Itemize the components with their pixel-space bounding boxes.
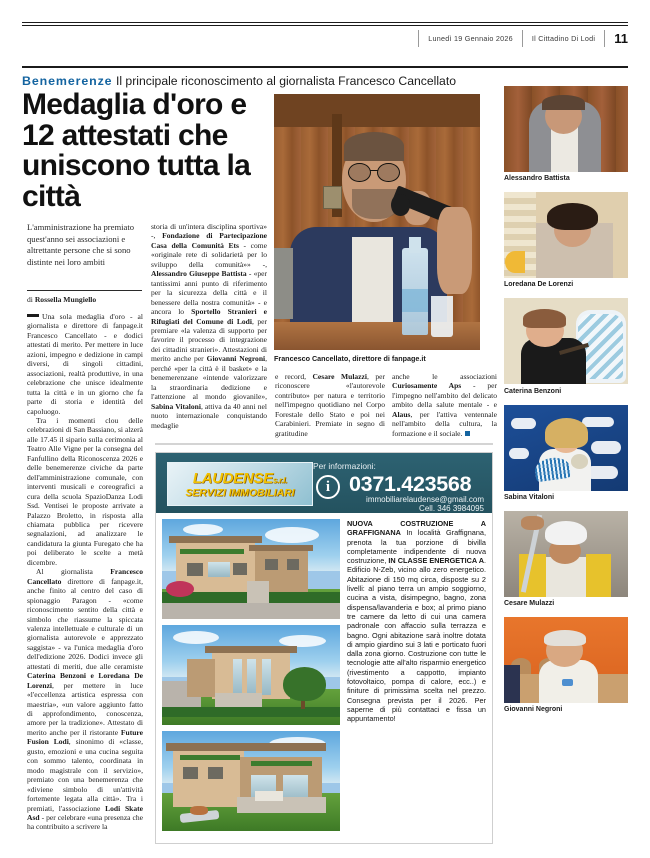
col2-a: storia di un'intera disciplina sportiva» -,: [151, 222, 267, 241]
kicker-subtitle: Il principale riconoscimento al giornalista Francesco Cancellato: [115, 74, 456, 88]
col1-p3-f: Future Fusion Lodi: [27, 727, 143, 747]
portrait-item: [504, 298, 628, 395]
portrait-item: [504, 86, 628, 183]
portrait-photo-giovanni-negroni: [504, 617, 628, 703]
col1-p3-g: , sinonimo di «classe, gusto, emozioni e una cucina seguita con sommo talento, coordinata in modo magistrale con il servizio», premiato con una benemerenza che «diviene simbolo di un'attività fortemente legata alla città». Tra i premiati, l'associazione: [27, 737, 143, 813]
col2-i: , perché «per la città è il basket» e la benemerenzane «intende valorizzare la straordinaria dedizione e l'attenzione al mondo giovanile»,: [151, 354, 267, 402]
byline-rule: [27, 290, 142, 291]
col4-a: anche le associazioni: [392, 372, 497, 381]
article-column-3: [275, 372, 385, 438]
article-column-2: [151, 222, 267, 430]
col3-a: e record,: [275, 372, 313, 381]
col1-p3-c: direttore di fanpage.it, anche finito al centro del caso di spionaggio Paragon - «come riconoscimento sentito della città e simbolo che riassume la spiccata valenza intellettuale e culturale di un giornalista autorevole e apprezzato saggista» - va l'unica medaglia d'oro dell'edizione 2026. Dodici invece gli attestati di meriti, due alle ceramiste: [27, 576, 143, 671]
portrait-caption: Sabina Vitaloni: [504, 493, 555, 501]
col1-p3-b: Francesco Cancellato: [27, 567, 143, 586]
ad-email[interactable]: immobiliarelaudense@gmail.com: [366, 495, 484, 504]
page-title: Medaglia d'oro e 12 attestati che uniscono tutta la città: [22, 88, 251, 213]
portrait-photo-loredana-de-lorenzi: [504, 192, 628, 278]
masthead: [22, 22, 628, 48]
col2-c: - come «originale rete di solidarietà per lo sviluppo della comunità»» -,: [151, 240, 267, 269]
portrait-photo-sabina-vitaloni: [504, 405, 628, 491]
col2-f: Sportello Stranieri e Rifugiati del Comune di Lodi: [151, 307, 267, 326]
ad-desc-headline: NUOVA COSTRUZIONE A GRAFFIGNANA: [347, 519, 486, 538]
byline-author: Rossella Mungiello: [34, 295, 97, 304]
kicker-label: Benemerenze: [22, 74, 113, 88]
masthead-publication: Il Cittadino Di Lodi: [522, 30, 604, 47]
col2-b: Fondazione di Partecipazione Casa della Comunità Ets: [151, 231, 267, 250]
article-kicker: [22, 74, 456, 88]
ad-logo-suffix: s.r.l.: [272, 475, 288, 485]
ad-header: [156, 453, 492, 513]
paragraph-marker: [27, 314, 39, 317]
main-photo-caption: Francesco Cancellato, direttore di fanpage.it: [274, 354, 426, 363]
masthead-meta: [418, 30, 628, 47]
col2-h: Giovanni Negroni: [206, 354, 266, 364]
ad-body: [156, 513, 492, 843]
ad-description: [347, 519, 486, 837]
ad-desc-b: In località Graffignana, prenota la tua porzione di bivilla completamente indipendente di nuova costruzione,: [347, 528, 486, 566]
ad-info-label: Per informazioni:: [313, 461, 376, 471]
ad-mobile[interactable]: Cell. 346 3984095: [419, 504, 484, 513]
advertisement-laudense[interactable]: [155, 452, 493, 844]
portrait-item: [504, 617, 628, 714]
col2-d: Alessandro Giuseppe Battista: [151, 269, 247, 279]
col4-b: Curiosamente Aps: [392, 381, 462, 391]
col1-p3-e: , per mettere in luce «l'eccellenza artistica espressa con maestria», «un valore aggiunto fatto di approfondimento, conoscenza, amore per la tradizione». Attestato di merito anche per il ristorante: [27, 680, 143, 737]
ad-render-photo-1: [162, 519, 340, 619]
portrait-rail: [504, 86, 628, 723]
article-standfirst: L'amministrazione ha premiato quest'anno sei associazioni e altrettante persone che si sono distinte nei loro ambiti: [27, 222, 135, 267]
col4-d: Alaus: [392, 409, 411, 419]
col1-p3-d: Caterina Benzoni e Loredana De Lorenzi: [27, 671, 143, 690]
col2-e: - «per tantissimi anni punto di riferimento per la sicurezza della città e il benessere della nostra comunità» - e ancora lo: [151, 269, 267, 317]
col4-c: - per l'impegno nell'ambito del delicato ambito della salute mentale - e: [392, 381, 497, 410]
portrait-item: [504, 405, 628, 502]
portrait-photo-cesare-mulazzi: [504, 511, 628, 597]
col1-paragraph-1: Una sola medaglia d'oro - al giornalista e direttore di fanpage.it Francesco Cancellato - e dodici attestati di merito. Per mettere in luce azioni, impegno e dedizione in campi diversi, di singoli cittadini, associazioni, realtà produttive, in una celebrazione che unisce idealmente tutta la città e in un giorno che fa parte di storia e identità del capoluogo.: [27, 312, 143, 416]
byline: [27, 295, 145, 304]
ad-divider: [155, 443, 493, 445]
ad-logo-line2: SERVIZI IMMOBILIARI: [185, 487, 295, 499]
ad-logo: [167, 462, 313, 506]
portrait-caption: Caterina Benzoni: [504, 387, 562, 395]
col3-c: , per riconoscere «l'autorevole contributo» per natura e territorio nell'impegno quotidiano nel Corpo Forestale dello Stato e poi nei Carabinieri. Premiate in segno di gratitudine: [275, 372, 385, 438]
ad-desc-d: . Edificio N-Zeb, vicino allo zero energetico. Abitazione di 150 mq circa, disposte su 2 livelli: al piano terra un ampio soggiorno, cucina a vista, disimpegno, bagno, zona dispensa/lavanderia e box; al primo piano tre camere da letto di cui una camera padronale con affaccio sulla terrazza e bagno. Ogni abitazione sarà inoltre dotata di ampio giardino sui 3 lati e porticato fuori dalla zona giorno. Costruzione con tutte le tecnologie atte all'alto risparmio energetico (rivestimento a cappotto, impianto fotovoltaico, pompa di calore, ecc..) e finiture di primissima scelta nel prezzo. Consegna prevista per il 2026. Per saperne di più contattaci e fissa un appuntamento!: [347, 556, 487, 724]
col1-p3-a: Al giornalista: [36, 567, 111, 577]
portrait-item: [504, 511, 628, 608]
ad-photo-gallery: [162, 519, 340, 837]
portrait-item: [504, 192, 628, 289]
col1-p3-i: - per celebrare «una presenza che ha contribuito a scrivere la: [27, 813, 143, 832]
ad-render-photo-3: [162, 731, 340, 831]
portrait-caption: Cesare Mulazzi: [504, 599, 555, 607]
masthead-rules: [22, 22, 628, 27]
end-of-article-marker: [465, 431, 470, 436]
article-column-4: [392, 372, 497, 438]
ad-desc-energy-class: IN CLASSE ENERGETICA A: [388, 556, 484, 566]
article-column-1: [27, 312, 143, 832]
info-icon: i: [316, 475, 340, 499]
portrait-caption: Loredana De Lorenzi: [504, 281, 574, 289]
portrait-caption: Alessandro Battista: [504, 175, 570, 183]
portrait-photo-caterina-benzoni: [504, 298, 628, 384]
col1-paragraph-2: Tra i momenti clou delle celebrazioni di San Bassiano, si alzerà alle 17.45 il sipario sulla cerimonia al Teatro Alle Vigne per la consegna del Fanfullino della Riconoscenza 2026 e delle benemerenze civiche da parte dell'amministrazione comunale, con interventi musicali e coreografici a cura della scuola SpazioDanza Lodi Ssd. Ventisei le proposte arrivate a Palazzo Broletto, in risposta alla chiamata pubblica per ricevere segnalazioni, ad analizzare le candidatura la giunta Furegato che ha poi deliberato le scelte a metà dicembre.: [27, 415, 143, 567]
col4-e: , per l'attiva ventennale nell'ambito della cultura, la formazione e il sociale.: [392, 409, 497, 438]
col3-b: Cesare Mulazzi: [312, 372, 367, 381]
page-number: 11: [604, 30, 628, 47]
kicker-rule: [22, 66, 628, 68]
ad-render-photo-2: [162, 625, 340, 725]
ad-phone-number[interactable]: 0371.423568: [349, 472, 472, 496]
main-article-photo: [274, 94, 480, 350]
col2-j: Sabina Vitaloni: [151, 401, 201, 411]
col2-g: , per premiare «la valenza di supporto per favorire il processo di integrazione dei cittadini stranieri». Attestazioni di merito anche per: [151, 316, 267, 364]
masthead-date: Lunedì 19 Gennaio 2026: [418, 30, 522, 47]
portrait-photo-alessandro-battista: [504, 86, 628, 172]
col2-k: , attiva da 40 anni nel nuoto internazionale conquistando medaglie: [151, 401, 267, 430]
byline-prefix: di: [27, 295, 33, 304]
portrait-caption: Giovanni Negroni: [504, 706, 563, 714]
col1-p3-h: Lodi Skate Asd: [27, 803, 143, 823]
ad-logo-line1: LAUDENSE: [192, 469, 273, 487]
